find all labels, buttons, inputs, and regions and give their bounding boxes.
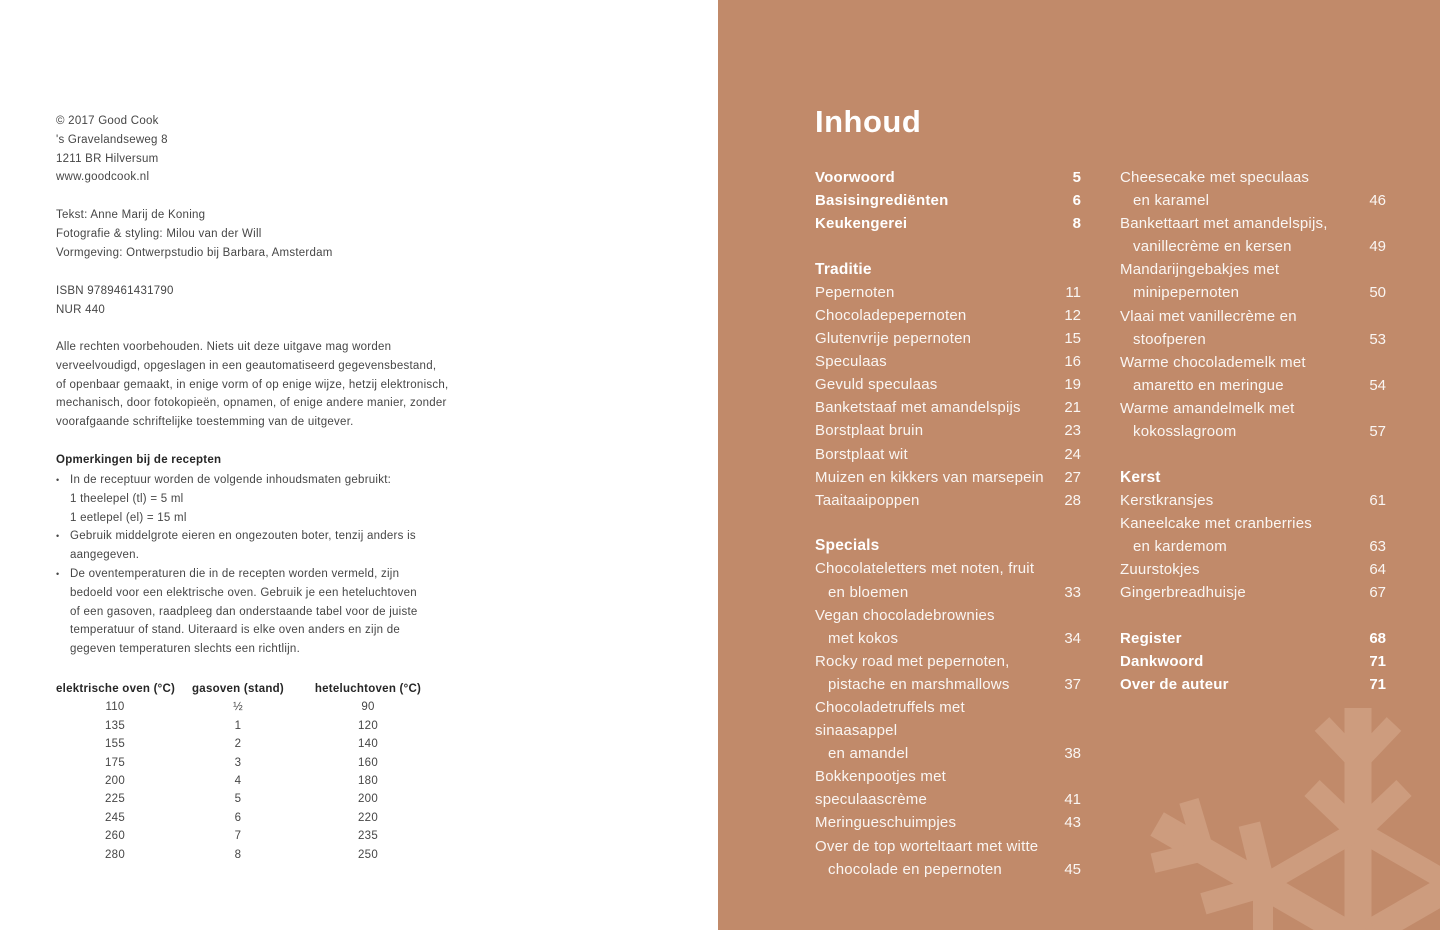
oven-table-cell: 135 xyxy=(105,719,125,732)
toc-entry-title: Chocoladepepernoten xyxy=(815,306,967,324)
toc-entry xyxy=(1120,512,1386,558)
toc-entry xyxy=(1120,627,1386,650)
recipe-notes-list xyxy=(56,471,476,659)
oven-table-cell: 250 xyxy=(358,848,378,861)
toc-entry-title: Chocoladetruffels met sinaasappel xyxy=(815,698,965,740)
oven-table-cell: 8 xyxy=(234,848,242,861)
toc-entry-lines xyxy=(815,189,1051,212)
contents-title: Inhoud xyxy=(815,104,922,139)
registration-line: ISBN 9789461431790 xyxy=(56,285,174,297)
oven-temperature-table xyxy=(56,680,434,864)
rights-line: mechanisch, door fotokopieën, opnamen, of enige andere manier, zonder xyxy=(56,397,447,410)
toc-entry-title: Dankwoord xyxy=(1120,652,1204,670)
toc-entry-title: Glutenvrije pepernoten xyxy=(815,330,972,348)
toc-entry-title: Bankettaart met amandelspijs, xyxy=(1120,215,1328,233)
toc-entry-title: Warme amandelmelk met xyxy=(1120,399,1295,417)
oven-table-cell: 110 xyxy=(105,701,125,714)
toc-entry-title: Basisingrediënten xyxy=(815,192,949,210)
colophon-line: www.goodcook.nl xyxy=(56,171,150,184)
rights-line: voorafgaande schriftelijke toestemming van de uitgever. xyxy=(56,416,354,429)
oven-table-cell: 160 xyxy=(358,756,378,769)
toc-entry-lines xyxy=(815,696,1051,765)
toc-page-number: 68 xyxy=(1369,629,1386,647)
toc-entry-title: Keukengerei xyxy=(815,215,908,233)
toc-page-number: 45 xyxy=(1064,860,1081,878)
toc-entry-title: kokosslagroom xyxy=(1133,423,1237,441)
toc-entry-title: Banketstaaf met amandelspijs xyxy=(815,399,1021,417)
toc-column-right xyxy=(1120,166,1386,696)
toc-entry-title: Vlaai met vanillecrème en xyxy=(1120,307,1297,325)
toc-entry-lines xyxy=(815,350,1051,373)
toc-column-left xyxy=(815,166,1081,881)
oven-table-cell: 220 xyxy=(358,811,378,824)
toc-entry-lines xyxy=(1120,166,1356,212)
oven-table-cell: ½ xyxy=(233,701,243,714)
toc-entry-title: Over de top worteltaart met witte xyxy=(815,837,1039,855)
toc-entry-lines xyxy=(815,166,1051,189)
toc-page-number: 6 xyxy=(1072,192,1081,210)
oven-table-cell: 1 xyxy=(234,719,242,732)
toc-entry xyxy=(1120,305,1386,351)
toc-entry-lines xyxy=(1120,258,1356,304)
toc-page-number: 71 xyxy=(1369,675,1386,693)
toc-page-number: 21 xyxy=(1064,399,1081,417)
toc-page-number: 64 xyxy=(1369,561,1386,578)
rights-line: of openbaar gemaakt, in enige vorm of op enige wijze, hetzij elektronisch, xyxy=(56,378,449,391)
rights-line: verveelvoudigd, opgeslagen in een geautomatiseerd gegevensbestand, xyxy=(56,359,437,372)
toc-gap xyxy=(1120,443,1386,466)
toc-entry-title: Rocky road met pepernoten, xyxy=(815,652,1010,670)
bullet-icon: • xyxy=(56,568,60,579)
oven-table-cell: 235 xyxy=(358,830,378,843)
toc-entry xyxy=(815,765,1081,811)
toc-entry-title: Muizen en kikkers van marsepein xyxy=(815,468,1044,486)
oven-table-cell: 7 xyxy=(234,830,242,843)
note-line: temperatuur of stand. Uiteraard is elke oven anders en zijn de xyxy=(70,624,401,637)
toc-page-number: 67 xyxy=(1369,584,1386,602)
toc-entry-lines xyxy=(1120,581,1356,604)
note-item xyxy=(56,527,476,565)
toc-page-number: 16 xyxy=(1064,353,1081,371)
toc-entry xyxy=(1120,489,1386,512)
toc-entry-title: Speculaas xyxy=(815,353,887,371)
toc-page-number: 71 xyxy=(1369,652,1386,670)
oven-table-header: heteluchtoven (°C) xyxy=(314,683,422,695)
oven-table-header: elektrische oven (°C) xyxy=(56,683,176,695)
toc-entry xyxy=(815,350,1081,373)
toc-page-number: 46 xyxy=(1369,192,1386,210)
toc-entry-title: Register xyxy=(1120,629,1182,647)
toc-entry-title: minipepernoten xyxy=(1133,284,1240,302)
note-line: De oventemperaturen die in de recepten worden vermeld, zijn xyxy=(70,567,400,580)
toc-entry-title: Chocolateletters met noten, fruit xyxy=(815,560,1035,578)
note-lines xyxy=(70,471,476,527)
toc-entry-lines xyxy=(815,443,1051,466)
oven-table-cell: 200 xyxy=(105,775,125,788)
toc-entry-lines xyxy=(1120,397,1356,443)
toc-entry-title: chocolade en pepernoten xyxy=(828,860,1002,878)
oven-table-cell: 200 xyxy=(358,793,378,806)
toc-entry xyxy=(815,419,1081,442)
toc-page-number: 33 xyxy=(1064,583,1081,601)
colophon-page xyxy=(0,0,718,930)
note-line: In de receptuur worden de volgende inhoudsmaten gebruikt: xyxy=(70,474,392,486)
toc-entry-lines xyxy=(815,281,1051,304)
oven-table-cell: 2 xyxy=(234,738,242,751)
oven-table-cell: 180 xyxy=(358,775,378,788)
toc-page-number: 11 xyxy=(1065,283,1081,301)
toc-page-number: 53 xyxy=(1369,330,1386,348)
toc-entry-title: Mandarijngebakjes met xyxy=(1120,261,1280,279)
toc-section-header: Traditie xyxy=(815,260,872,278)
toc-entry-title: Kaneelcake met cranberries xyxy=(1120,514,1312,532)
publisher-colophon xyxy=(56,112,168,187)
toc-entry-title: Meringueschuimpjes xyxy=(815,814,957,832)
toc-entry xyxy=(815,212,1081,235)
toc-entry-title: Over de auteur xyxy=(1120,675,1229,693)
credit-line: Fotografie & styling: Milou van der Will xyxy=(56,227,262,240)
toc-page-number: 15 xyxy=(1064,330,1081,348)
toc-entry xyxy=(815,489,1081,512)
toc-entry-title: Cheesecake met speculaas xyxy=(1120,169,1310,186)
oven-table-cell: 4 xyxy=(234,775,242,788)
note-line: Gebruik middelgrote eieren en ongezouten boter, tenzij anders is xyxy=(70,530,416,543)
oven-table-cell: 120 xyxy=(358,719,378,732)
toc-entry xyxy=(1120,258,1386,304)
toc-entry-lines xyxy=(815,212,1051,235)
toc-entry xyxy=(1120,166,1386,212)
toc-entry-lines xyxy=(1120,489,1356,512)
toc-entry-title: Pepernoten xyxy=(815,283,895,301)
isbn-nur xyxy=(56,282,174,320)
toc-page-number: 28 xyxy=(1064,491,1081,509)
toc-gap xyxy=(815,235,1081,258)
toc-entry-lines xyxy=(815,466,1051,489)
bullet-icon: • xyxy=(56,531,60,542)
toc-entry xyxy=(1120,397,1386,443)
credits xyxy=(56,206,333,262)
toc-entry xyxy=(815,811,1081,834)
toc-entry-title: en karamel xyxy=(1133,192,1210,210)
colophon-line: © 2017 Good Cook xyxy=(56,115,159,127)
toc-page-number: 8 xyxy=(1072,215,1081,233)
toc-entry-title: Vegan chocoladebrownies xyxy=(815,606,995,624)
toc-entry-lines xyxy=(815,304,1051,327)
toc-page-number: 37 xyxy=(1064,675,1081,693)
toc-page-number: 34 xyxy=(1064,629,1081,647)
oven-table-header: gasoven (stand) xyxy=(192,683,284,695)
toc-section-header: Kerst xyxy=(1120,468,1161,486)
toc-gap xyxy=(1120,604,1386,627)
note-item xyxy=(56,471,476,527)
toc-entry-lines xyxy=(815,604,1051,650)
toc-entry xyxy=(815,835,1081,881)
oven-table-cell: 260 xyxy=(105,830,125,843)
toc-entry-lines xyxy=(815,557,1051,603)
toc-entry xyxy=(815,443,1081,466)
toc-entry-title: vanillecrème en kersen xyxy=(1133,238,1292,256)
oven-table-cell: 140 xyxy=(358,738,378,751)
toc-entry-lines xyxy=(1120,650,1356,673)
oven-table-cell: 3 xyxy=(234,756,242,769)
toc-entry-lines xyxy=(815,419,1051,442)
toc-entry xyxy=(815,166,1081,189)
toc-page-number: 27 xyxy=(1064,468,1081,486)
toc-entry xyxy=(1120,351,1386,397)
note-line: aangegeven. xyxy=(70,549,140,562)
toc-page-number: 23 xyxy=(1064,422,1081,440)
toc-entry-title: stoofperen xyxy=(1133,330,1206,348)
toc-entry-lines xyxy=(1120,627,1356,650)
oven-table-cell: 6 xyxy=(234,811,242,824)
toc-entry xyxy=(1120,673,1386,696)
toc-entry-title: Borstplaat bruin xyxy=(815,422,924,440)
toc-entry-title: met kokos xyxy=(828,629,899,647)
toc-entry-title: Zuurstokjes xyxy=(1120,561,1200,578)
toc-entry-title: Gingerbreadhuisje xyxy=(1120,584,1246,602)
note-lines xyxy=(70,527,476,565)
toc-entry-lines xyxy=(1120,558,1356,581)
toc-entry xyxy=(815,557,1081,603)
toc-entry-title: en amandel xyxy=(828,745,909,763)
credit-line: Tekst: Anne Marij de Koning xyxy=(56,209,206,221)
credit-line: Vormgeving: Ontwerpstudio bij Barbara, Amsterdam xyxy=(56,246,333,259)
toc-entry-title: en bloemen xyxy=(828,583,909,601)
toc-entry xyxy=(815,396,1081,419)
oven-table-cell: 175 xyxy=(105,756,125,769)
toc-entry-title: Warme chocolademelk met xyxy=(1120,353,1306,371)
toc-page-number: 19 xyxy=(1064,376,1081,394)
oven-table-cell: 225 xyxy=(105,793,125,806)
toc-entry-lines xyxy=(1120,212,1356,258)
toc-page-number: 54 xyxy=(1369,376,1386,394)
toc-page-number: 61 xyxy=(1369,491,1386,509)
toc-entry xyxy=(815,189,1081,212)
toc-entry-title: Bokkenpootjes met speculaascrème xyxy=(815,768,946,809)
toc-gap xyxy=(815,512,1081,535)
snowflake-icon xyxy=(1078,660,1440,930)
toc-entry xyxy=(1120,558,1386,581)
toc-page-number: 38 xyxy=(1064,745,1081,763)
toc-entry xyxy=(1120,212,1386,258)
toc-entry xyxy=(815,281,1081,304)
toc-page-number: 12 xyxy=(1064,306,1081,324)
note-line: 1 eetlepel (el) = 15 ml xyxy=(70,511,187,524)
toc-entry-lines xyxy=(815,396,1051,419)
toc-entry-title: Borstplaat wit xyxy=(815,445,908,463)
toc-entry xyxy=(815,650,1081,696)
toc-entry-title: Taaitaaipoppen xyxy=(815,491,920,509)
toc-entry xyxy=(815,373,1081,396)
oven-table-cell: 5 xyxy=(234,793,242,806)
toc-entry-lines xyxy=(1120,673,1356,696)
toc-section-header: Specials xyxy=(815,537,880,555)
note-line: 1 theelepel (tl) = 5 ml xyxy=(70,492,184,505)
note-line: of een gasoven, raadpleeg dan onderstaande tabel voor de juiste xyxy=(70,605,418,618)
toc-page-number: 57 xyxy=(1369,423,1386,441)
toc-page-number: 43 xyxy=(1064,814,1081,832)
toc-entry-title: Gevuld speculaas xyxy=(815,376,938,394)
toc-entry-lines xyxy=(815,811,1051,834)
toc-entry-lines xyxy=(815,650,1051,696)
note-lines xyxy=(70,565,476,659)
toc-entry-lines xyxy=(815,373,1051,396)
toc-entry-lines xyxy=(1120,305,1356,351)
notes-title: Opmerkingen bij de recepten xyxy=(56,454,222,466)
oven-table-cell: 245 xyxy=(105,811,125,824)
toc-entry xyxy=(815,604,1081,650)
toc-page-number: 63 xyxy=(1369,537,1386,555)
note-line: gegeven temperaturen slechts een richtlijn. xyxy=(70,643,301,656)
toc-entry-title: pistache en marshmallows xyxy=(828,675,1010,693)
colophon-line: 1211 BR Hilversum xyxy=(56,152,159,165)
toc-entry xyxy=(815,304,1081,327)
bullet-icon: • xyxy=(56,475,60,485)
toc-entry-lines xyxy=(815,765,1051,811)
toc-entry-lines xyxy=(815,327,1051,350)
toc-page-number: 41 xyxy=(1064,791,1081,809)
toc-page-number: 5 xyxy=(1072,169,1081,186)
toc-entry xyxy=(815,696,1081,765)
toc-entry-lines xyxy=(815,489,1051,512)
toc-entry-lines xyxy=(815,835,1051,881)
toc-entry-title: Kerstkransjes xyxy=(1120,491,1214,509)
toc-entry-lines xyxy=(1120,512,1356,558)
toc-entry xyxy=(815,327,1081,350)
toc-entry-title: amaretto en meringue xyxy=(1133,376,1284,394)
oven-table-cell: 155 xyxy=(105,738,125,751)
registration-line: NUR 440 xyxy=(56,303,106,316)
rights-line: Alle rechten voorbehouden. Niets uit deze uitgave mag worden xyxy=(56,341,392,353)
toc-entry xyxy=(1120,581,1386,604)
contents-page xyxy=(718,0,1440,930)
toc-page-number: 49 xyxy=(1369,238,1386,256)
toc-entry xyxy=(1120,650,1386,673)
toc-entry xyxy=(815,466,1081,489)
colophon-line: 's Gravelandseweg 8 xyxy=(56,133,168,146)
toc-entry-title: Voorwoord xyxy=(815,169,895,186)
oven-table-cell: 90 xyxy=(361,701,375,714)
toc-page-number: 24 xyxy=(1064,445,1081,463)
rights-statement xyxy=(56,338,448,432)
note-item xyxy=(56,565,476,659)
oven-table-cell: 280 xyxy=(105,848,125,861)
toc-entry-lines xyxy=(1120,351,1356,397)
toc-entry-title: en kardemom xyxy=(1133,537,1227,555)
note-line: bedoeld voor een elektrische oven. Gebruik je een heteluchtoven xyxy=(70,586,417,599)
toc-page-number: 50 xyxy=(1369,284,1386,302)
